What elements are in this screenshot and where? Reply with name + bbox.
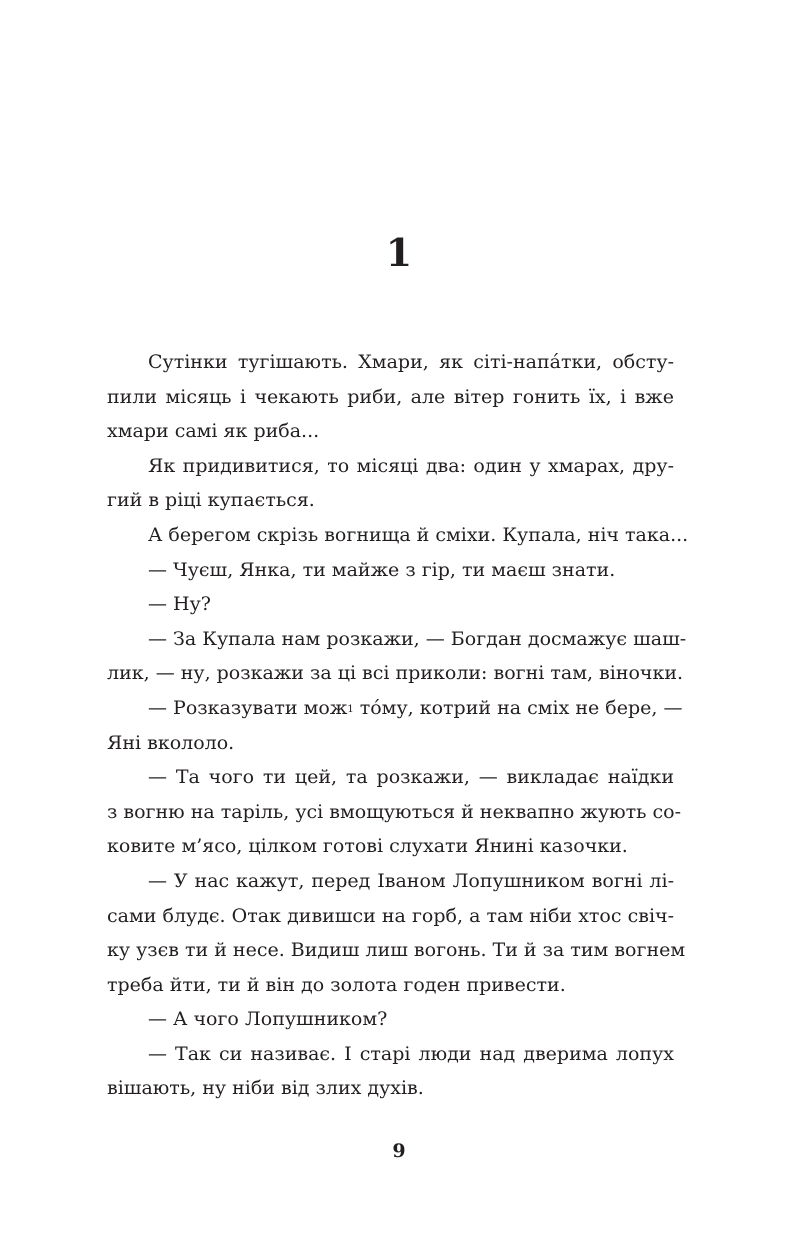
text-line: гий в ріці купається. <box>107 489 315 512</box>
text-line: — Так си називає. І старі люди над дверима лопух <box>148 1042 674 1065</box>
text-line: ку узєв ти й несе. Видиш лиш вогонь. Ти й за тим вогнем <box>107 939 686 962</box>
chapter-number: 1 <box>385 230 413 275</box>
text-fragment: — Розказувати мож <box>148 696 348 719</box>
text-line: — У нас кажут, перед Іваном Лопушником вогні лі- <box>148 869 674 892</box>
text-line: з вогню на таріль, усі вмощуються й неквапно жують со- <box>107 800 682 823</box>
text-line: хмари самі як риба... <box>107 420 320 443</box>
text-line: — За Купала нам розкажи, — Богдан досмажує шаш- <box>148 627 687 650</box>
text-line <box>107 691 683 726</box>
text-line: лик, — ну, розкажи за ці всі приколи: вогні там, віночки. <box>107 662 684 685</box>
text-line: А берегом скрізь вогнища й сміхи. Купала, ніч така... <box>148 523 689 546</box>
text-fragment: тóму, котрий на сміх не бере, — <box>353 696 683 719</box>
text-line: Яні вкололо. <box>107 731 235 754</box>
page-number: 9 <box>392 1140 406 1162</box>
text-line: — Ну? <box>148 593 211 616</box>
text-line: — Чуєш, Янка, ти майже з гір, ти маєш знати. <box>148 558 616 581</box>
text-line: вішають, ну ніби від злих духів. <box>107 1077 424 1100</box>
text-line: Сутінки тугішають. Хмари, як сіті-напáтки, обсту- <box>148 351 674 373</box>
body-text <box>107 345 689 1106</box>
text-line: пили місяць і чекають риби, але вітер гонить їх, і вже <box>107 385 674 408</box>
text-line: треба йти, ти й він до золота годен привести. <box>107 973 566 996</box>
text-line: ковите м’ясо, цілком готові слухати Янині казочки. <box>107 835 628 858</box>
footnote-marker: 1 <box>347 703 354 715</box>
text-line: — А чого Лопушником? <box>148 1008 388 1031</box>
text-line: — Та чого ти цей, та розкажи, — викладає наїдки <box>148 766 674 789</box>
text-line: Як придивитися, то місяці два: один у хмарах, дру- <box>148 454 674 477</box>
text-line: сами блудє. Отак дивишси на горб, а там ніби хтос свіч- <box>107 904 674 927</box>
